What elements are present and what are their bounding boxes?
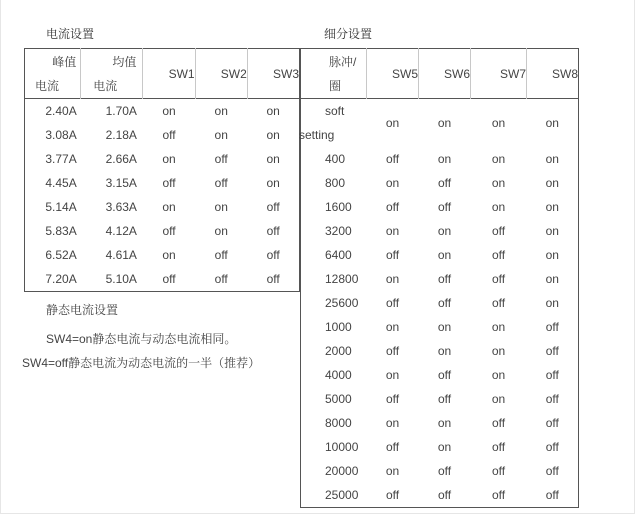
sw-cell: off [437,392,452,406]
value-cell: 25600 [325,296,359,310]
sw-cell: off [491,296,506,310]
sw-cell: on [385,464,400,478]
sw-cell: off [214,272,228,286]
sw-cell: off [385,200,400,214]
sw-cell: off [385,344,400,358]
current-settings-table [24,48,300,292]
header-sw3: SW3 [272,66,299,81]
header-sw7: SW7 [471,49,527,99]
sw-cell: off [162,272,176,286]
value-cell: 2.66A [105,152,137,166]
value-cell: 12800 [325,272,359,286]
table-row [301,411,579,435]
table-row [25,195,300,219]
header-sw8: SW8 [551,66,578,81]
value-cell: 4.12A [105,224,137,238]
table-row [25,267,300,292]
sw-cell: off [266,200,280,214]
value-cell: 5000 [325,392,352,406]
sw-cell: on [385,320,400,334]
pulse-cell-soft-setting: soft setting [299,104,345,142]
value-cell: 5.83A [45,224,77,238]
header-sw6: SW6 [419,49,471,99]
sw-cell: off [266,248,280,262]
sw-cell: on [162,248,176,262]
sw-cell: on [266,152,280,166]
sw-cell: off [385,440,400,454]
sw-cell: on [545,176,559,190]
value-cell: 3.63A [105,200,137,214]
sw-cell: off [491,488,506,502]
microstep-settings-table [300,48,579,508]
header-avg-current: 均值 电流 [81,49,143,99]
static-current-title: 静态电流设置 [46,303,119,317]
table-row [25,219,300,243]
value-cell: 3.08A [45,128,77,142]
table-row [25,171,300,195]
table-row [301,171,579,195]
value-cell: 800 [325,176,346,190]
value-cell: 1600 [325,200,352,214]
sw-cell: off [545,440,559,454]
table-row-soft-setting [301,99,579,148]
sw-cell: off [437,464,452,478]
sw-cell: off [266,224,280,238]
sw-cell: off [545,416,559,430]
table-row [301,147,579,171]
sw-cell: on [214,224,228,238]
sw-cell: on [266,104,280,118]
sw-cell: off [437,488,452,502]
sw-cell: off [385,488,400,502]
value-cell: 2.40A [45,104,77,118]
sw-cell: on [385,224,400,238]
current-settings-title: 电流设置 [46,27,95,41]
sw-cell: on [266,176,280,190]
sw-cell: on [437,248,452,262]
sw-cell: off [385,152,400,166]
table-row [25,147,300,171]
table-row [25,243,300,267]
value-cell: 3.15A [105,176,137,190]
table-row [301,243,579,267]
sw-cell: on [385,416,400,430]
sw-cell: off [385,296,400,310]
value-cell: 3200 [325,224,352,238]
table-row [25,99,300,124]
table-row [301,435,579,459]
table-row [301,267,579,291]
sw-cell: on [491,392,506,406]
sw-cell: off [491,248,506,262]
sw-cell: on [162,200,176,214]
value-cell: 10000 [325,440,359,454]
header-sw2: SW2 [195,49,247,99]
sw-cell: on [437,344,452,358]
sw-cell: off [491,440,506,454]
sw-cell: on [214,128,228,142]
sw-cell: on [545,152,559,166]
sw-cell: on [162,152,176,166]
sw-cell: off [162,224,176,238]
value-cell: 4000 [325,368,352,382]
sw-cell: off [214,248,228,262]
header-sw1: SW1 [143,49,195,99]
sw-cell: on [437,152,452,166]
table-row [301,483,579,508]
value-cell: 400 [325,152,346,166]
sw-cell: off [162,176,176,190]
sw-cell: on [545,248,559,262]
table-row [301,339,579,363]
table-row [301,291,579,315]
sw-cell: off [437,272,452,286]
sw-cell: on [545,200,559,214]
value-cell: 1.70A [105,104,137,118]
table-row [25,123,300,147]
sw-cell: off [545,344,559,358]
sw-cell: off [545,392,559,406]
sw-cell: on [545,296,559,310]
sw-cell: off [214,176,228,190]
sw-cell: on [437,224,452,238]
sw-cell: on [385,116,400,130]
sw-cell: off [162,128,176,142]
sw-cell: on [437,416,452,430]
value-cell: 3.77A [45,152,77,166]
value-cell: 6.52A [45,248,77,262]
sw-cell: on [266,128,280,142]
table-row [301,315,579,339]
sw-cell: off [437,176,452,190]
value-cell: 20000 [325,464,359,478]
current-table-body [25,99,300,292]
table-row [301,219,579,243]
value-cell: 6400 [325,248,352,262]
sw-cell: on [214,104,228,118]
static-current-line-off: SW4=off静态电流为动态电流的一半（推荐） [22,356,261,370]
static-current-line-on: SW4=on静态电流与动态电流相同。 [46,332,237,346]
sw-cell: on [491,320,506,334]
sw-cell: off [545,320,559,334]
sw-cell: off [545,488,559,502]
sw-cell: off [491,416,506,430]
sw-cell: on [545,116,559,130]
value-cell: 25000 [325,488,359,502]
sw-cell: on [491,152,506,166]
sw-cell: off [545,368,559,382]
table-row [301,195,579,219]
microstep-table-header [301,49,579,99]
value-cell: 4.45A [45,176,77,190]
sw-cell: on [385,368,400,382]
sw-cell: on [491,116,506,130]
microstep-settings-title: 细分设置 [324,27,373,41]
sw-cell: off [437,296,452,310]
sw-cell: on [214,200,228,214]
value-cell: 7.20A [45,272,77,286]
header-peak-current: 峰值 电流 [25,49,81,99]
sw-cell: off [491,224,506,238]
value-cell: 1000 [325,320,352,334]
sw-cell: on [437,440,452,454]
value-cell: 5.10A [105,272,137,286]
sw-cell: on [491,176,506,190]
value-cell: 5.14A [45,200,77,214]
microstep-table-body [301,99,579,148]
value-cell: 4.61A [105,248,137,262]
sw-cell: off [437,368,452,382]
sw-cell: on [491,368,506,382]
sw-cell: on [385,272,400,286]
sw-cell: off [437,200,452,214]
header-pulse-per-rev: 脉冲/ 圈 [301,49,367,99]
sw-cell: on [491,200,506,214]
sw-cell: off [266,272,280,286]
sw-cell: on [545,272,559,286]
current-table-header [25,49,300,99]
value-cell: 2.18A [105,128,137,142]
sw-cell: off [491,464,506,478]
sw-cell: off [385,248,400,262]
microstep-table-rows [301,147,579,508]
table-row [301,459,579,483]
sw-cell: off [214,152,228,166]
sw-cell: off [545,464,559,478]
table-row [301,387,579,411]
table-row [301,363,579,387]
sw-cell: on [437,320,452,334]
sw-cell: on [437,116,452,130]
sw-cell: off [385,392,400,406]
sw-cell: on [162,104,176,118]
sw-cell: on [385,176,400,190]
header-sw5: SW5 [367,49,419,99]
value-cell: 2000 [325,344,352,358]
value-cell: 8000 [325,416,352,430]
sw-cell: on [545,224,559,238]
sw-cell: off [491,272,506,286]
sw-cell: on [491,344,506,358]
